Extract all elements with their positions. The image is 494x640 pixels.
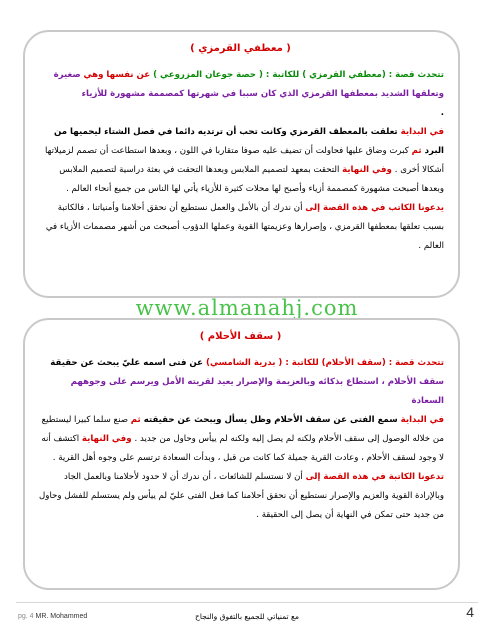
story-2-lesson <box>37 468 444 525</box>
story-2-then-label: ثم <box>130 415 144 425</box>
story-card-1 <box>23 30 460 298</box>
story-1-beginning-text: تعلقت بالمعطف القرمزي وكانت تحب أن ترتديه دائما في فصل الشتاء ليحميها من البرد <box>54 127 444 156</box>
story-2-ending-text: اكتشف أنه لا وجود لسقف الأحلام ، وعادت القرية جميلة كما كانت من قبل ، وبدأت السعادة ترتسم على وجوه أهل القرية . <box>41 434 444 463</box>
story-1-intro <box>37 66 444 123</box>
story-1-lesson-text: أن ندرك أن بالأمل والعمل نستطيع أن نحقق أحلامنا وأمنياتنا ، فالكاتبة بسبب تعلقها بمعطفها القرمزي ، وإصرارها وعزيمتها القوية وعملها الدؤوب أصبحت من أشهر مصممات الأزياء في العالم . <box>45 203 444 251</box>
story-2-ending-label: وفي النهاية <box>81 434 135 444</box>
story-2-middle-text: صنع سلما كبيرا ليستطيع من خلاله الوصول إلى سقف الأحلام ولكنه لم يصل إليه ولكنه لم ييأس وحاول من جديد . <box>41 415 444 444</box>
story-1-middle-text: كبرت وضاق عليها فحاولت أن تضيف عليه صوفا متقاربا في اللون ، وبعدها استطاعت أن تصمم لزميلاتها أشكالا أخرى . <box>44 146 444 175</box>
story-1-intro-lead: تتحدث قصة : (معطفي القرمزي ) للكاتبة : ( حصة جوعان المزروعي ) <box>153 70 444 80</box>
story-2-intro-summary: سقف الأحلام ، استطاع بذكائه وبالعزيمة والإصرار يعيد لقريته الأمل ويرسم على وجوههم السعادة <box>70 377 444 406</box>
story-card-2 <box>23 318 460 590</box>
story-1-events <box>37 123 444 199</box>
story-1-ending-text: التحقت بمعهد لتصميم الملابس وبعدها التحقت في بعثة دراسية لتصميم الملابس وبعدها أصبحت مشهورة كمصممة أزياء وأصبح لها محلات كثيرة للأزياء يأتي لها الناس من جميع أنحاء العالم . <box>59 165 444 194</box>
story-1-intro-end: . <box>440 108 444 118</box>
story-1-title: ( معطفي القرمزي ) <box>190 43 291 54</box>
story-1-intro-about: عن نفسها وهي <box>83 70 154 80</box>
story-1-intro-summary: صغيرة وتعلقها الشديد بمعطفها القرمزي الذي كان سببا في شهرتها كمصممة مشهورة للأزياء <box>53 70 444 99</box>
story-1-then-label: ثم <box>411 146 425 156</box>
story-1-lesson <box>37 199 444 256</box>
story-1-ending-label: وفي النهاية <box>342 165 395 175</box>
story-2-lesson-text: أن لا نستسلم للشائعات ، أن ندرك أن لا حدود لأحلامنا وبالعمل الجاد وبالإرادة القوية والعزيم والإصرار نستطيع أن نحقق أحلامنا كما فعل الفتى عليّ لم ييأس ولم يستسلم للفشل وحاول من جديد حتى تمكن في النهاية أن يصل إلى الحقيقة . <box>39 472 444 520</box>
story-2-lesson-label: تدعونا الكاتبة في هذه القصة إلى <box>305 472 444 482</box>
story-2-intro-about: عن فتى اسمه عليّ يبحث عن حقيقة <box>50 358 207 368</box>
story-2-beginning-label: في البداية <box>400 415 444 425</box>
story-2-events <box>37 411 444 468</box>
story-1-lesson-label: يدعونا الكاتب في هذه القصة إلى <box>305 203 444 213</box>
story-2-beginning-text: سمع الفتى عن سقف الأحلام وظل يسأل ويبحث عن حقيقته <box>143 415 401 425</box>
story-1-beginning-label: في البداية <box>400 127 444 137</box>
footer-wishes: مع تمنياتي للجميع بالتفوق والنجاح <box>195 612 299 621</box>
footer-page-label: pg. 4 <box>18 613 34 620</box>
footer-divider <box>16 602 478 603</box>
story-2-intro <box>37 354 444 411</box>
watermark: www.almanahj.com <box>135 296 359 320</box>
story-2-intro-lead: تتحدث قصة : (سقف الأحلام) للكاتبة : ( بدرية الشامسي) <box>206 358 444 368</box>
story-2-title: ( سقف الأحلام ) <box>199 331 282 342</box>
page-number: 4 <box>466 604 474 620</box>
footer-author: MR. Mohammed <box>35 613 88 620</box>
